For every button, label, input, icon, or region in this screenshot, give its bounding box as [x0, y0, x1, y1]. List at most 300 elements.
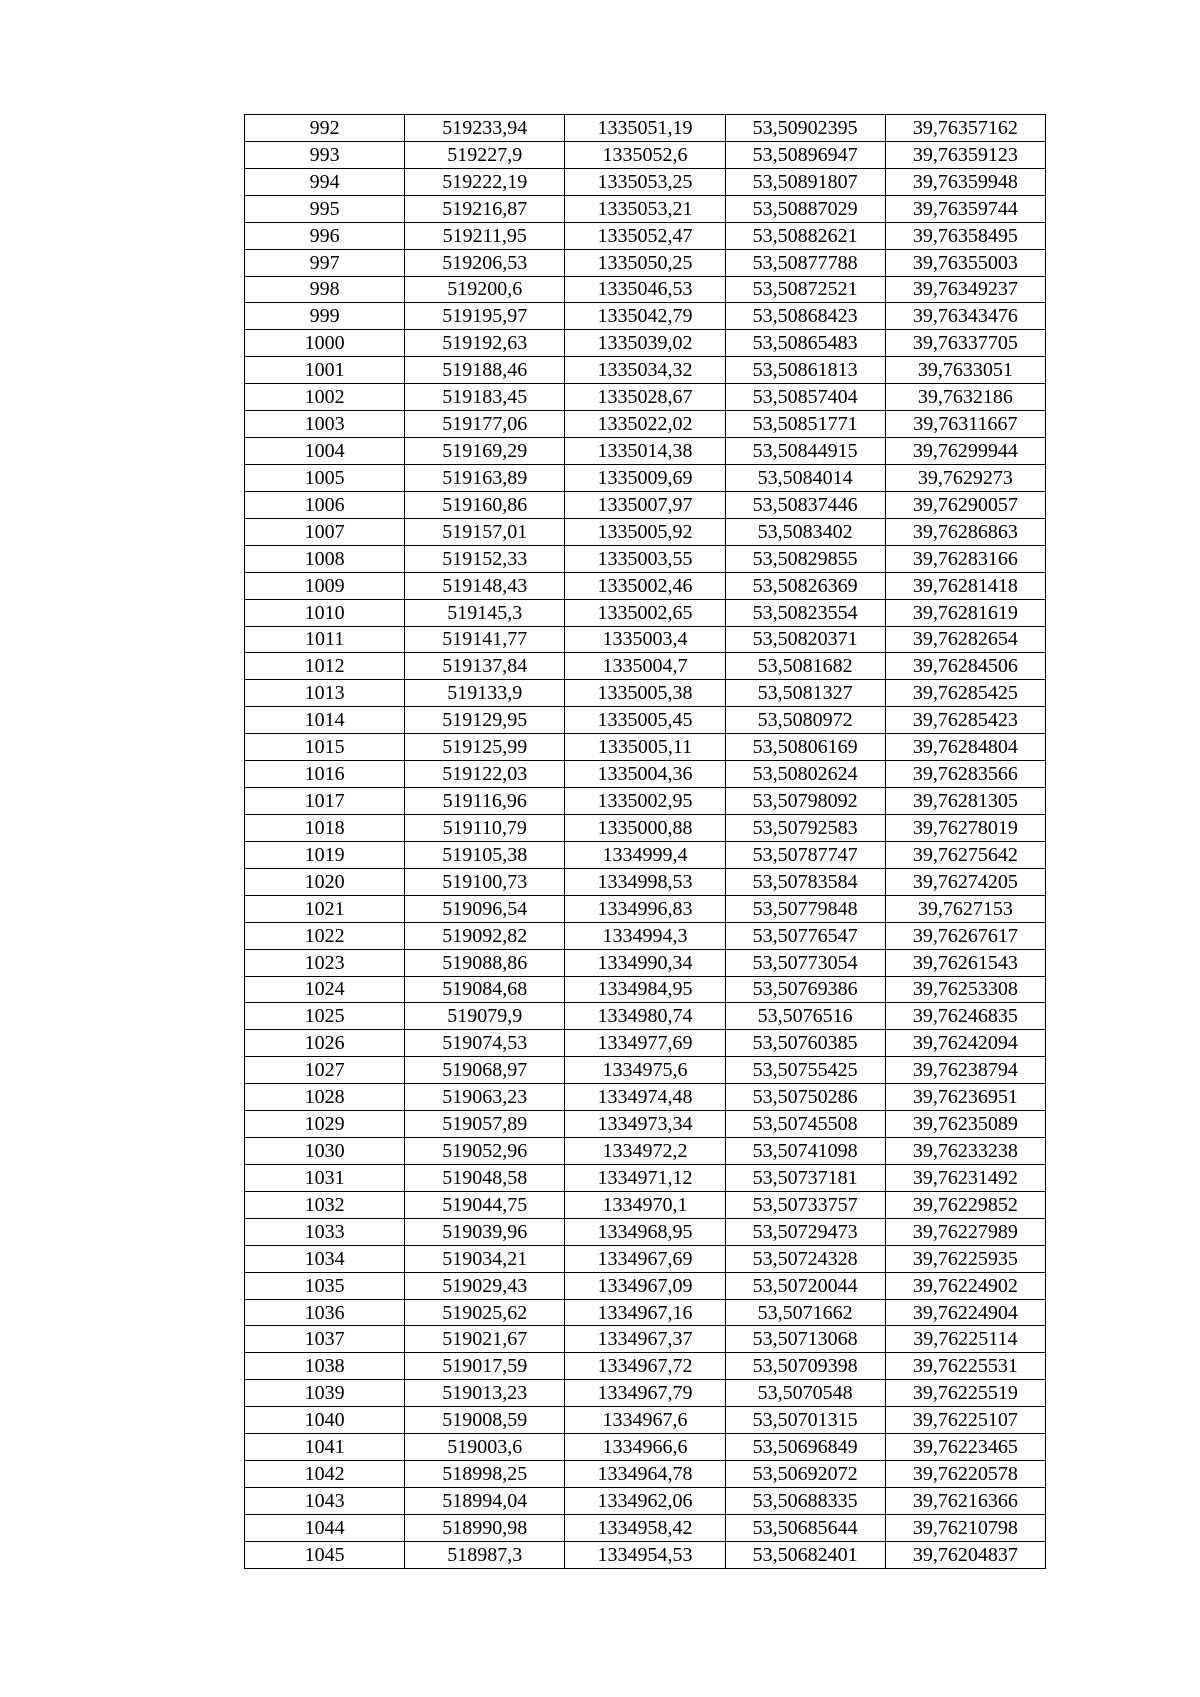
longitude-cell: 39,76223465: [885, 1434, 1045, 1461]
x-coordinate-cell: 519177,06: [405, 411, 565, 438]
y-coordinate-cell: 1335046,53: [565, 276, 725, 303]
point-number-cell: 1003: [245, 411, 405, 438]
latitude-cell: 53,5080972: [725, 707, 885, 734]
x-coordinate-cell: 519105,38: [405, 841, 565, 868]
latitude-cell: 53,50798092: [725, 788, 885, 815]
x-coordinate-cell: 519029,43: [405, 1272, 565, 1299]
table-row: [245, 814, 1046, 841]
latitude-cell: 53,50779848: [725, 895, 885, 922]
x-coordinate-cell: 519206,53: [405, 249, 565, 276]
longitude-cell: 39,76275642: [885, 841, 1045, 868]
y-coordinate-cell: 1334958,42: [565, 1514, 725, 1541]
longitude-cell: 39,76358495: [885, 222, 1045, 249]
latitude-cell: 53,50733757: [725, 1191, 885, 1218]
x-coordinate-cell: 519129,95: [405, 707, 565, 734]
table-row: [245, 680, 1046, 707]
x-coordinate-cell: 519133,9: [405, 680, 565, 707]
table-row: [245, 788, 1046, 815]
y-coordinate-cell: 1335005,92: [565, 518, 725, 545]
latitude-cell: 53,50688335: [725, 1488, 885, 1515]
latitude-cell: 53,50755425: [725, 1057, 885, 1084]
y-coordinate-cell: 1334962,06: [565, 1488, 725, 1515]
y-coordinate-cell: 1334966,6: [565, 1434, 725, 1461]
x-coordinate-cell: 519195,97: [405, 303, 565, 330]
longitude-cell: 39,76357162: [885, 115, 1045, 142]
longitude-cell: 39,76231492: [885, 1164, 1045, 1191]
table-row: [245, 518, 1046, 545]
point-number-cell: 1005: [245, 464, 405, 491]
longitude-cell: 39,76359948: [885, 168, 1045, 195]
y-coordinate-cell: 1334967,69: [565, 1245, 725, 1272]
x-coordinate-cell: 519122,03: [405, 761, 565, 788]
point-number-cell: 1026: [245, 1030, 405, 1057]
table-row: [245, 1380, 1046, 1407]
y-coordinate-cell: 1335052,47: [565, 222, 725, 249]
latitude-cell: 53,50709398: [725, 1353, 885, 1380]
x-coordinate-cell: 519013,23: [405, 1380, 565, 1407]
longitude-cell: 39,76225107: [885, 1407, 1045, 1434]
longitude-cell: 39,76286863: [885, 518, 1045, 545]
x-coordinate-cell: 519188,46: [405, 357, 565, 384]
table-row: [245, 1164, 1046, 1191]
longitude-cell: 39,76285423: [885, 707, 1045, 734]
point-number-cell: 998: [245, 276, 405, 303]
x-coordinate-cell: 518987,3: [405, 1541, 565, 1568]
latitude-cell: 53,5070548: [725, 1380, 885, 1407]
longitude-cell: 39,76216366: [885, 1488, 1045, 1515]
x-coordinate-cell: 519034,21: [405, 1245, 565, 1272]
latitude-cell: 53,50750286: [725, 1084, 885, 1111]
y-coordinate-cell: 1334994,3: [565, 922, 725, 949]
y-coordinate-cell: 1335003,55: [565, 545, 725, 572]
y-coordinate-cell: 1335028,67: [565, 384, 725, 411]
point-number-cell: 1041: [245, 1434, 405, 1461]
point-number-cell: 1019: [245, 841, 405, 868]
point-number-cell: 1042: [245, 1461, 405, 1488]
longitude-cell: 39,76253308: [885, 976, 1045, 1003]
x-coordinate-cell: 519145,3: [405, 599, 565, 626]
point-number-cell: 1010: [245, 599, 405, 626]
y-coordinate-cell: 1335053,21: [565, 195, 725, 222]
latitude-cell: 53,50685644: [725, 1514, 885, 1541]
latitude-cell: 53,50806169: [725, 734, 885, 761]
table-row: [245, 357, 1046, 384]
table-row: [245, 572, 1046, 599]
y-coordinate-cell: 1334954,53: [565, 1541, 725, 1568]
x-coordinate-cell: 519025,62: [405, 1299, 565, 1326]
point-number-cell: 1011: [245, 626, 405, 653]
latitude-cell: 53,50792583: [725, 814, 885, 841]
point-number-cell: 1020: [245, 868, 405, 895]
longitude-cell: 39,7629273: [885, 464, 1045, 491]
y-coordinate-cell: 1335005,38: [565, 680, 725, 707]
y-coordinate-cell: 1334972,2: [565, 1138, 725, 1165]
point-number-cell: 1015: [245, 734, 405, 761]
table-row: [245, 330, 1046, 357]
latitude-cell: 53,50887029: [725, 195, 885, 222]
table-row: [245, 653, 1046, 680]
table-row: [245, 276, 1046, 303]
longitude-cell: 39,76355003: [885, 249, 1045, 276]
coordinates-table-body: [245, 115, 1046, 1569]
x-coordinate-cell: 519233,94: [405, 115, 565, 142]
table-row: [245, 1003, 1046, 1030]
point-number-cell: 997: [245, 249, 405, 276]
longitude-cell: 39,76359123: [885, 141, 1045, 168]
y-coordinate-cell: 1335004,7: [565, 653, 725, 680]
longitude-cell: 39,76281305: [885, 788, 1045, 815]
latitude-cell: 53,50720044: [725, 1272, 885, 1299]
y-coordinate-cell: 1334980,74: [565, 1003, 725, 1030]
y-coordinate-cell: 1335002,65: [565, 599, 725, 626]
latitude-cell: 53,50773054: [725, 949, 885, 976]
point-number-cell: 1017: [245, 788, 405, 815]
table-row: [245, 1191, 1046, 1218]
table-row: [245, 411, 1046, 438]
table-row: [245, 195, 1046, 222]
x-coordinate-cell: 519160,86: [405, 491, 565, 518]
x-coordinate-cell: 519008,59: [405, 1407, 565, 1434]
table-row: [245, 1461, 1046, 1488]
longitude-cell: 39,76281619: [885, 599, 1045, 626]
y-coordinate-cell: 1335007,97: [565, 491, 725, 518]
latitude-cell: 53,50896947: [725, 141, 885, 168]
table-row: [245, 1245, 1046, 1272]
longitude-cell: 39,76225935: [885, 1245, 1045, 1272]
y-coordinate-cell: 1335009,69: [565, 464, 725, 491]
point-number-cell: 1045: [245, 1541, 405, 1568]
x-coordinate-cell: 519100,73: [405, 868, 565, 895]
latitude-cell: 53,5076516: [725, 1003, 885, 1030]
longitude-cell: 39,76227989: [885, 1218, 1045, 1245]
table-row: [245, 1272, 1046, 1299]
x-coordinate-cell: 519141,77: [405, 626, 565, 653]
x-coordinate-cell: 519044,75: [405, 1191, 565, 1218]
longitude-cell: 39,76299944: [885, 438, 1045, 465]
x-coordinate-cell: 519116,96: [405, 788, 565, 815]
table-row: [245, 1541, 1046, 1568]
latitude-cell: 53,50902395: [725, 115, 885, 142]
x-coordinate-cell: 519169,29: [405, 438, 565, 465]
latitude-cell: 53,5071662: [725, 1299, 885, 1326]
latitude-cell: 53,50861813: [725, 357, 885, 384]
longitude-cell: 39,76224902: [885, 1272, 1045, 1299]
x-coordinate-cell: 519152,33: [405, 545, 565, 572]
point-number-cell: 1000: [245, 330, 405, 357]
table-row: [245, 1138, 1046, 1165]
latitude-cell: 53,50769386: [725, 976, 885, 1003]
point-number-cell: 1016: [245, 761, 405, 788]
table-row: [245, 949, 1046, 976]
y-coordinate-cell: 1334975,6: [565, 1057, 725, 1084]
longitude-cell: 39,76284506: [885, 653, 1045, 680]
latitude-cell: 53,50882621: [725, 222, 885, 249]
latitude-cell: 53,50729473: [725, 1218, 885, 1245]
y-coordinate-cell: 1334970,1: [565, 1191, 725, 1218]
longitude-cell: 39,7633051: [885, 357, 1045, 384]
table-row: [245, 438, 1046, 465]
x-coordinate-cell: 519039,96: [405, 1218, 565, 1245]
table-row: [245, 626, 1046, 653]
table-row: [245, 707, 1046, 734]
point-number-cell: 1036: [245, 1299, 405, 1326]
x-coordinate-cell: 518990,98: [405, 1514, 565, 1541]
point-number-cell: 1006: [245, 491, 405, 518]
x-coordinate-cell: 519110,79: [405, 814, 565, 841]
x-coordinate-cell: 519192,63: [405, 330, 565, 357]
longitude-cell: 39,76290057: [885, 491, 1045, 518]
table-row: [245, 922, 1046, 949]
longitude-cell: 39,76242094: [885, 1030, 1045, 1057]
table-row: [245, 1057, 1046, 1084]
latitude-cell: 53,50701315: [725, 1407, 885, 1434]
y-coordinate-cell: 1334967,37: [565, 1326, 725, 1353]
y-coordinate-cell: 1335005,11: [565, 734, 725, 761]
latitude-cell: 53,50760385: [725, 1030, 885, 1057]
longitude-cell: 39,76204837: [885, 1541, 1045, 1568]
y-coordinate-cell: 1335052,6: [565, 141, 725, 168]
latitude-cell: 53,5083402: [725, 518, 885, 545]
point-number-cell: 1021: [245, 895, 405, 922]
longitude-cell: 39,76284804: [885, 734, 1045, 761]
table-row: [245, 868, 1046, 895]
latitude-cell: 53,50745508: [725, 1111, 885, 1138]
point-number-cell: 1044: [245, 1514, 405, 1541]
longitude-cell: 39,7632186: [885, 384, 1045, 411]
longitude-cell: 39,76283566: [885, 761, 1045, 788]
x-coordinate-cell: 519200,6: [405, 276, 565, 303]
x-coordinate-cell: 518994,04: [405, 1488, 565, 1515]
point-number-cell: 1039: [245, 1380, 405, 1407]
x-coordinate-cell: 519057,89: [405, 1111, 565, 1138]
longitude-cell: 39,76246835: [885, 1003, 1045, 1030]
longitude-cell: 39,76311667: [885, 411, 1045, 438]
longitude-cell: 39,76282654: [885, 626, 1045, 653]
latitude-cell: 53,50872521: [725, 276, 885, 303]
y-coordinate-cell: 1335050,25: [565, 249, 725, 276]
y-coordinate-cell: 1335000,88: [565, 814, 725, 841]
longitude-cell: 39,76225114: [885, 1326, 1045, 1353]
latitude-cell: 53,50724328: [725, 1245, 885, 1272]
point-number-cell: 1033: [245, 1218, 405, 1245]
longitude-cell: 39,76210798: [885, 1514, 1045, 1541]
point-number-cell: 1009: [245, 572, 405, 599]
latitude-cell: 53,5081327: [725, 680, 885, 707]
longitude-cell: 39,7627153: [885, 895, 1045, 922]
point-number-cell: 1043: [245, 1488, 405, 1515]
point-number-cell: 995: [245, 195, 405, 222]
y-coordinate-cell: 1334967,16: [565, 1299, 725, 1326]
table-row: [245, 1407, 1046, 1434]
point-number-cell: 1012: [245, 653, 405, 680]
y-coordinate-cell: 1335014,38: [565, 438, 725, 465]
x-coordinate-cell: 519211,95: [405, 222, 565, 249]
table-row: [245, 1030, 1046, 1057]
table-row: [245, 168, 1046, 195]
x-coordinate-cell: 519183,45: [405, 384, 565, 411]
table-row: [245, 303, 1046, 330]
y-coordinate-cell: 1335022,02: [565, 411, 725, 438]
point-number-cell: 996: [245, 222, 405, 249]
y-coordinate-cell: 1334964,78: [565, 1461, 725, 1488]
latitude-cell: 53,50692072: [725, 1461, 885, 1488]
table-row: [245, 1299, 1046, 1326]
y-coordinate-cell: 1334998,53: [565, 868, 725, 895]
coordinates-table: [244, 114, 1046, 1569]
table-row: [245, 491, 1046, 518]
point-number-cell: 994: [245, 168, 405, 195]
latitude-cell: 53,50865483: [725, 330, 885, 357]
point-number-cell: 1032: [245, 1191, 405, 1218]
table-row: [245, 1326, 1046, 1353]
longitude-cell: 39,76349237: [885, 276, 1045, 303]
y-coordinate-cell: 1334999,4: [565, 841, 725, 868]
y-coordinate-cell: 1335042,79: [565, 303, 725, 330]
x-coordinate-cell: 519163,89: [405, 464, 565, 491]
latitude-cell: 53,50802624: [725, 761, 885, 788]
y-coordinate-cell: 1334968,95: [565, 1218, 725, 1245]
table-row: [245, 115, 1046, 142]
point-number-cell: 1022: [245, 922, 405, 949]
latitude-cell: 53,50851771: [725, 411, 885, 438]
x-coordinate-cell: 519222,19: [405, 168, 565, 195]
point-number-cell: 999: [245, 303, 405, 330]
latitude-cell: 53,50844915: [725, 438, 885, 465]
y-coordinate-cell: 1334967,79: [565, 1380, 725, 1407]
table-row: [245, 1514, 1046, 1541]
longitude-cell: 39,76225519: [885, 1380, 1045, 1407]
y-coordinate-cell: 1334971,12: [565, 1164, 725, 1191]
longitude-cell: 39,76343476: [885, 303, 1045, 330]
longitude-cell: 39,76337705: [885, 330, 1045, 357]
table-row: [245, 141, 1046, 168]
latitude-cell: 53,50783584: [725, 868, 885, 895]
x-coordinate-cell: 519003,6: [405, 1434, 565, 1461]
y-coordinate-cell: 1334984,95: [565, 976, 725, 1003]
point-number-cell: 1034: [245, 1245, 405, 1272]
point-number-cell: 1001: [245, 357, 405, 384]
x-coordinate-cell: 519017,59: [405, 1353, 565, 1380]
x-coordinate-cell: 519052,96: [405, 1138, 565, 1165]
table-row: [245, 895, 1046, 922]
table-row: [245, 1084, 1046, 1111]
x-coordinate-cell: 519157,01: [405, 518, 565, 545]
longitude-cell: 39,76220578: [885, 1461, 1045, 1488]
table-row: [245, 599, 1046, 626]
longitude-cell: 39,76229852: [885, 1191, 1045, 1218]
x-coordinate-cell: 519084,68: [405, 976, 565, 1003]
latitude-cell: 53,50682401: [725, 1541, 885, 1568]
x-coordinate-cell: 519092,82: [405, 922, 565, 949]
latitude-cell: 53,50837446: [725, 491, 885, 518]
table-row: [245, 1434, 1046, 1461]
point-number-cell: 1038: [245, 1353, 405, 1380]
latitude-cell: 53,50857404: [725, 384, 885, 411]
longitude-cell: 39,76235089: [885, 1111, 1045, 1138]
latitude-cell: 53,50776547: [725, 922, 885, 949]
table-row: [245, 222, 1046, 249]
longitude-cell: 39,76224904: [885, 1299, 1045, 1326]
point-number-cell: 1035: [245, 1272, 405, 1299]
y-coordinate-cell: 1334967,72: [565, 1353, 725, 1380]
table-row: [245, 1111, 1046, 1138]
point-number-cell: 992: [245, 115, 405, 142]
latitude-cell: 53,50787747: [725, 841, 885, 868]
latitude-cell: 53,50868423: [725, 303, 885, 330]
point-number-cell: 1014: [245, 707, 405, 734]
latitude-cell: 53,50713068: [725, 1326, 885, 1353]
point-number-cell: 1007: [245, 518, 405, 545]
y-coordinate-cell: 1334990,34: [565, 949, 725, 976]
point-number-cell: 1024: [245, 976, 405, 1003]
y-coordinate-cell: 1334974,48: [565, 1084, 725, 1111]
y-coordinate-cell: 1335002,46: [565, 572, 725, 599]
table-row: [245, 761, 1046, 788]
x-coordinate-cell: 519079,9: [405, 1003, 565, 1030]
point-number-cell: 1029: [245, 1111, 405, 1138]
latitude-cell: 53,50696849: [725, 1434, 885, 1461]
latitude-cell: 53,5084014: [725, 464, 885, 491]
table-row: [245, 1353, 1046, 1380]
longitude-cell: 39,76281418: [885, 572, 1045, 599]
latitude-cell: 53,50823554: [725, 599, 885, 626]
longitude-cell: 39,76285425: [885, 680, 1045, 707]
latitude-cell: 53,50829855: [725, 545, 885, 572]
latitude-cell: 53,50826369: [725, 572, 885, 599]
table-row: [245, 976, 1046, 1003]
y-coordinate-cell: 1335004,36: [565, 761, 725, 788]
y-coordinate-cell: 1335003,4: [565, 626, 725, 653]
x-coordinate-cell: 519048,58: [405, 1164, 565, 1191]
x-coordinate-cell: 519096,54: [405, 895, 565, 922]
y-coordinate-cell: 1334973,34: [565, 1111, 725, 1138]
table-row: [245, 1218, 1046, 1245]
latitude-cell: 53,50737181: [725, 1164, 885, 1191]
x-coordinate-cell: 519216,87: [405, 195, 565, 222]
x-coordinate-cell: 519148,43: [405, 572, 565, 599]
latitude-cell: 53,50741098: [725, 1138, 885, 1165]
longitude-cell: 39,76233238: [885, 1138, 1045, 1165]
point-number-cell: 1023: [245, 949, 405, 976]
y-coordinate-cell: 1334967,6: [565, 1407, 725, 1434]
point-number-cell: 993: [245, 141, 405, 168]
y-coordinate-cell: 1335002,95: [565, 788, 725, 815]
table-row: [245, 734, 1046, 761]
longitude-cell: 39,76359744: [885, 195, 1045, 222]
point-number-cell: 1013: [245, 680, 405, 707]
point-number-cell: 1004: [245, 438, 405, 465]
table-row: [245, 464, 1046, 491]
point-number-cell: 1037: [245, 1326, 405, 1353]
x-coordinate-cell: 519088,86: [405, 949, 565, 976]
longitude-cell: 39,76261543: [885, 949, 1045, 976]
point-number-cell: 1008: [245, 545, 405, 572]
table-row: [245, 384, 1046, 411]
longitude-cell: 39,76274205: [885, 868, 1045, 895]
latitude-cell: 53,50877788: [725, 249, 885, 276]
x-coordinate-cell: 518998,25: [405, 1461, 565, 1488]
y-coordinate-cell: 1335053,25: [565, 168, 725, 195]
table-row: [245, 249, 1046, 276]
point-number-cell: 1018: [245, 814, 405, 841]
point-number-cell: 1040: [245, 1407, 405, 1434]
x-coordinate-cell: 519021,67: [405, 1326, 565, 1353]
y-coordinate-cell: 1334996,83: [565, 895, 725, 922]
point-number-cell: 1025: [245, 1003, 405, 1030]
point-number-cell: 1027: [245, 1057, 405, 1084]
latitude-cell: 53,50891807: [725, 168, 885, 195]
latitude-cell: 53,5081682: [725, 653, 885, 680]
